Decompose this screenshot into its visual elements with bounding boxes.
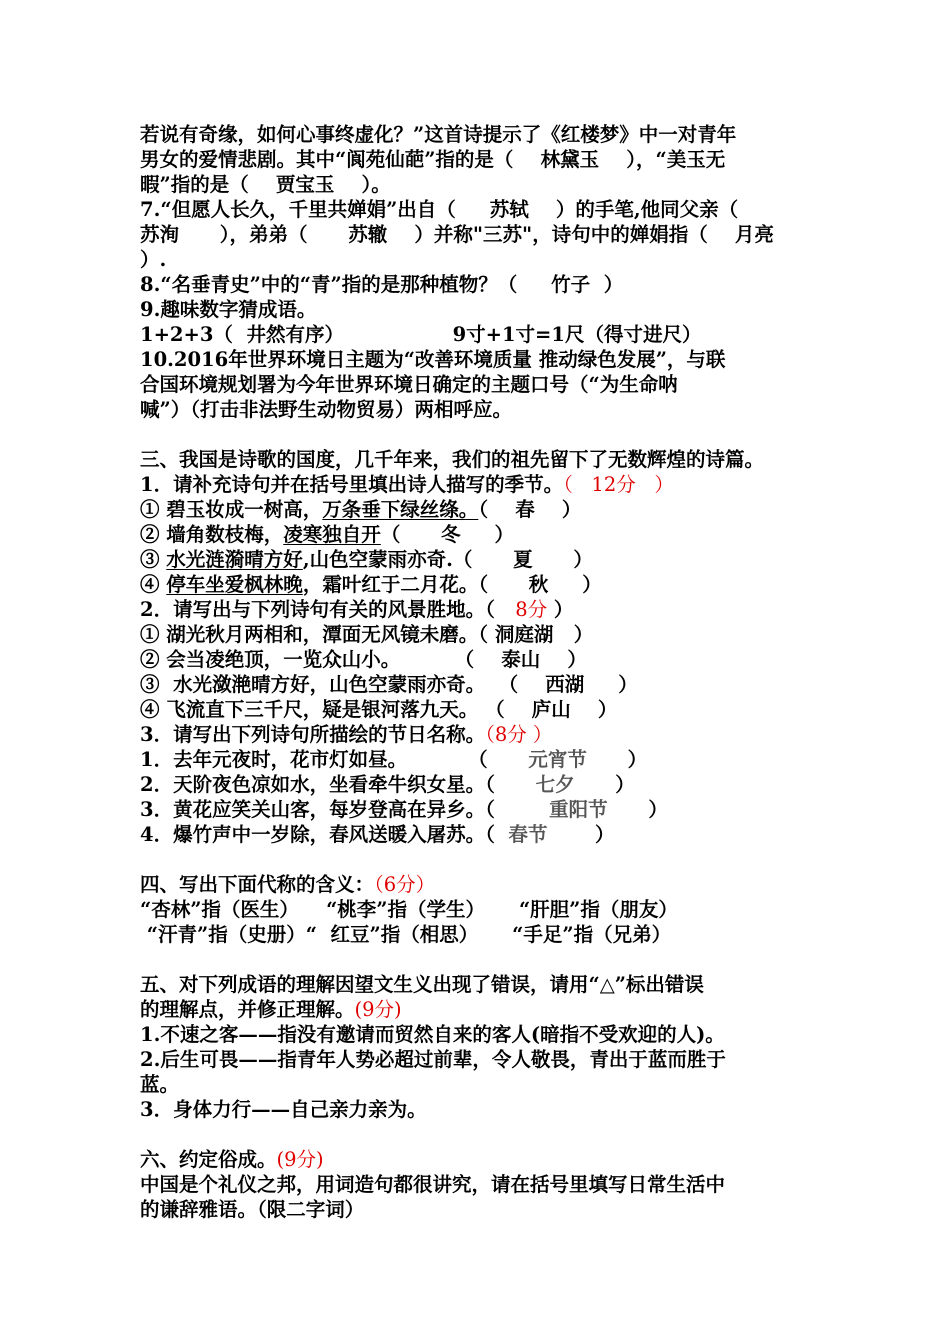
text-line <box>140 397 820 422</box>
text-segment: 三、我国是诗歌的国度，几千年来，我们的祖先留下了无数辉煌的诗篇。 <box>140 448 765 471</box>
text-segment: 四、写出下面代称的含义： <box>140 873 375 896</box>
text-line <box>140 922 820 947</box>
text-segment: 9.趣味数字猜成语。 <box>140 298 317 321</box>
text-line <box>140 872 820 897</box>
blank-line <box>140 422 820 447</box>
text-line <box>140 1047 820 1072</box>
text-line <box>140 1097 820 1122</box>
text-line <box>140 372 820 397</box>
text-segment: ① 碧玉妆成一树高， <box>140 498 323 521</box>
text-segment: （ 春 ） <box>478 498 582 521</box>
text-segment: 10.2016年世界环境日主题为“改善环境质量 推动绿色发展”，与联 <box>140 348 726 371</box>
text-segment: ③ <box>140 548 167 571</box>
text-line <box>140 197 820 222</box>
text-segment: ④ 飞流直下三千尺，疑是银河落九天。 （ 庐山 ） <box>140 698 618 721</box>
score-label: (9分) <box>276 1148 324 1171</box>
text-segment: 2．请写出与下列诗句有关的风景胜地。（ <box>140 598 516 621</box>
text-line <box>140 147 820 172</box>
text-segment: ② 墙角数枝梅， <box>140 523 284 546</box>
text-segment: 男女的爱情悲剧。其中“阆苑仙葩”指的是（ 林黛玉 ），“美玉无 <box>140 148 726 171</box>
text-segment: 六、约定俗成。 <box>140 1148 277 1171</box>
text-segment: ② 会当凌绝顶，一览众山小。 （ 泰山 ） <box>140 648 587 671</box>
text-segment: 1+2+3（ 井然有序） 9寸+1寸=1尺（得寸进尺） <box>140 323 702 346</box>
text-segment: 2.后生可畏——指青年人势必超过前辈，令人敬畏，青出于蓝而胜于 <box>140 1048 726 1071</box>
score-label: （8分 ） <box>485 723 553 746</box>
text-line <box>140 622 820 647</box>
text-line <box>140 647 820 672</box>
text-segment: ） <box>607 798 668 821</box>
text-segment: 1．请补充诗句并在括号里填出诗人描写的季节。 <box>140 473 564 496</box>
text-segment: ） <box>547 823 615 846</box>
text-segment: 7.“但愿人长久，千里共婵娟”出自（ 苏轼 ）的手笔,他同父亲（ <box>140 198 739 221</box>
blank-line <box>140 847 820 872</box>
text-segment: 合国环境规划署为今年世界环境日确定的主题口号（“为生命呐 <box>140 373 678 396</box>
text-segment: 喊”）（打击非法野生动物贸易）两相呼应。 <box>140 398 512 421</box>
text-line <box>140 447 820 472</box>
text-line <box>140 897 820 922</box>
text-segment: ,山色空蒙雨亦奇.（ 夏 ） <box>302 548 593 571</box>
text-line <box>140 597 820 622</box>
blank-line <box>140 947 820 972</box>
text-line <box>140 547 820 572</box>
text-segment: 3．请写出下列诗句所描绘的节日名称。 <box>140 723 486 746</box>
document-page <box>140 122 820 1222</box>
text-segment: 的谦辞雅语。（限二字词） <box>140 1198 365 1221</box>
text-segment: ） <box>574 773 635 796</box>
answer-text: 春节 <box>508 823 548 846</box>
text-line <box>140 1072 820 1097</box>
text-line <box>140 1147 820 1172</box>
text-line <box>140 1172 820 1197</box>
text-segment: 4．爆竹声中一岁除，春风送暖入屠苏。（ <box>140 823 509 846</box>
text-line <box>140 822 820 847</box>
text-segment: ④ <box>140 573 167 596</box>
underlined-text: 水光涟漪晴方好 <box>166 548 303 571</box>
text-line <box>140 322 820 347</box>
text-line <box>140 497 820 522</box>
answer-text: 元宵节 <box>528 748 587 771</box>
text-segment: “汗青”指（史册）“ 红豆”指（相思） “手足”指（兄弟） <box>140 923 672 946</box>
text-line <box>140 672 820 697</box>
text-segment: 暇”指的是（ 贾宝玉 ）。 <box>140 173 391 196</box>
text-segment: ） <box>586 748 648 771</box>
text-segment: 2．天阶夜色凉如水，坐看牵牛织女星。（ <box>140 773 536 796</box>
text-segment: ） <box>547 598 574 621</box>
text-segment: ③ 水光潋滟晴方好，山色空蒙雨亦奇。 （ 西湖 ） <box>140 673 638 696</box>
text-line <box>140 572 820 597</box>
text-segment: 蓝。 <box>140 1073 180 1096</box>
text-line <box>140 972 820 997</box>
text-line <box>140 172 820 197</box>
text-line <box>140 347 820 372</box>
text-line <box>140 697 820 722</box>
text-segment: 中国是个礼仪之邦，用词造句都很讲究，请在括号里填写日常生活中 <box>140 1173 726 1196</box>
text-line <box>140 1022 820 1047</box>
text-line <box>140 272 820 297</box>
text-line <box>140 522 820 547</box>
text-segment: 五、对下列成语的理解因望文生义出现了错误，请用“△”标出错误 <box>140 973 704 996</box>
text-line <box>140 997 820 1022</box>
text-line <box>140 297 820 322</box>
text-segment: 3．身体力行——自己亲力亲为。 <box>140 1098 427 1121</box>
score-label: （6分） <box>374 873 436 896</box>
text-segment: 1.不速之客——指没有邀请而贸然自来的客人(暗指不受欢迎的人)。 <box>140 1023 725 1046</box>
text-segment: 的理解点，并修正理解。 <box>140 998 355 1021</box>
text-line <box>140 222 820 247</box>
text-line <box>140 747 820 772</box>
text-segment: ）. <box>140 248 167 271</box>
underlined-text: 凌寒独自开 <box>283 523 381 546</box>
text-line <box>140 122 820 147</box>
text-segment: 苏洵 ），弟弟（ 苏辙 ）并称"三苏"，诗句中的婵娟指（ 月亮 <box>140 223 774 246</box>
text-segment: 3．黄花应笑关山客，每岁登高在异乡。（ <box>140 798 550 821</box>
underlined-text: 万条垂下绿丝绦。 <box>322 498 479 521</box>
text-segment: “杏林”指（医生） “桃李”指（学生） “肝胆”指（朋友） <box>140 898 678 921</box>
answer-text: 七夕 <box>535 773 575 796</box>
text-line <box>140 722 820 747</box>
text-line <box>140 247 820 272</box>
answer-text: 重阳节 <box>549 798 608 821</box>
blank-line <box>140 1122 820 1147</box>
underlined-text: 停车坐爱枫林晚 <box>166 573 303 596</box>
text-segment: 8.“名垂青史”中的“青”指的是那种植物？（ 竹子 ） <box>140 273 624 296</box>
text-segment: ① 湖光秋月两相和，潭面无风镜未磨。（ 洞庭湖 ） <box>140 623 594 646</box>
text-segment: 1．去年元夜时，花市灯如昼。 （ <box>140 748 529 771</box>
score-label: （ 12分 ） <box>563 473 674 496</box>
text-segment: （ 冬 ） <box>380 523 514 546</box>
text-line <box>140 797 820 822</box>
text-segment: 若说有奇缘，如何心事终虚化？”这首诗提示了《红楼梦》中一对青年 <box>140 123 737 146</box>
text-line <box>140 1197 820 1222</box>
score-label: (9分) <box>354 998 402 1021</box>
text-line <box>140 772 820 797</box>
score-label: 8分 <box>515 598 548 621</box>
text-line <box>140 472 820 497</box>
text-segment: ，霜叶红于二月花。（ 秋 ） <box>302 573 602 596</box>
